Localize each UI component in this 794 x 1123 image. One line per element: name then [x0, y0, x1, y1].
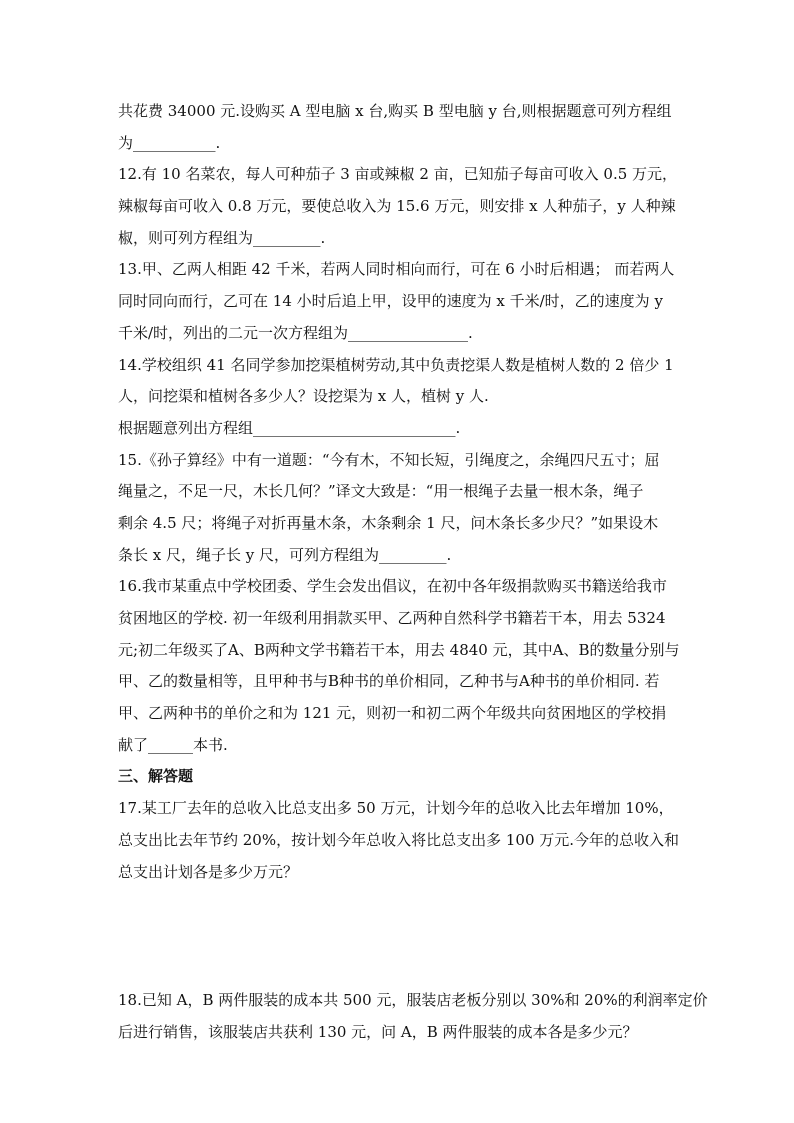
text-line: 共花费 34000 元.设购买 A 型电脑 x 台,购买 B 型电脑 y 台,则根据题意可列方程组 [118, 102, 672, 120]
text-line: 剩余 4.5 尺；将绳子对折再量木条，木条剩余 1 尺，问木条长多少尺？”如果设木 [118, 513, 659, 532]
text-line: 辣椒每亩可收入 0.8 万元，要使总收入为 15.6 万元，则安排 x 人种茄子，y 人种辣 [118, 197, 676, 216]
text-line: 14.学校组织 41 名同学参加挖渠植树劳动,其中负责挖渠人数是植树人数的 2 倍少 1 [118, 355, 674, 374]
text-line: 献了______本书. [118, 735, 228, 754]
text-line: 总支出比去年节约 20%，按计划今年总收入将比总支出多 100 万元.今年的总收入和 [118, 830, 680, 849]
text-line: 13.甲、乙两人相距 42 千米，若两人同时相向而行，可在 6 小时后相遇； 而若两人 [118, 260, 675, 279]
question-18 [118, 985, 708, 1048]
text-line: 17.某工厂去年的总收入比总支出多 50 万元，计划今年的总收入比去年增加 10%， [118, 799, 674, 818]
text-line: 甲、乙的数量相等，且甲种书与B种书的单价相同，乙种书与A种书的单价相同. 若 [118, 672, 660, 691]
section-heading: 三、解答题 [118, 767, 194, 786]
text-line: 人，问挖渠和植树各多少人？设挖渠为 x 人，植树 y 人. [118, 387, 489, 406]
answer-space [118, 888, 702, 985]
text-line: 为___________. [118, 133, 221, 152]
text-line: 甲、乙两种书的单价之和为 121 元，则初一和初二两个年级共向贫困地区的学校捐 [118, 704, 667, 723]
text-line: 元;初二年级买了A、B两种文学书籍若干本，用去 4840 元，其中A、B的数量分别与 [118, 640, 680, 659]
text-line: 15.《孙子算经》中有一道题：“今有木，不知长短，引绳度之，余绳四尺五寸；屈 [118, 450, 660, 469]
text-line: 条长 x 尺，绳子长 y 尺，可列方程组为_________. [118, 545, 452, 564]
text-line: 同时同向而行，乙可在 14 小时后追上甲，设甲的速度为 x 千米/时，乙的速度为 y [118, 292, 663, 311]
questions-block [118, 96, 702, 761]
text-line: 椒，则可列方程组为_________. [118, 228, 326, 247]
text-line: 贫困地区的学校. 初一年级利用捐款买甲、乙两种自然科学书籍若干本，用去 5324 [118, 609, 666, 627]
text-line: 12.有 10 名菜农，每人可种茄子 3 亩或辣椒 2 亩，已知茄子每亩可收入 0.5 万元， [118, 165, 678, 184]
text-line: 后进行销售，该服装店共获利 130 元，问 A，B 两件服装的成本各是多少元？ [118, 1022, 638, 1041]
text-line: 根据题意列出方程组___________________________. [118, 418, 461, 437]
text-line: 总支出计划各是多少万元？ [118, 862, 299, 881]
text-line: 千米/时，列出的二元一次方程组为________________. [118, 323, 473, 342]
document-page [118, 96, 708, 1049]
text-line: 绳量之，不足一尺，木长几何？”译文大致是：“用一根绳子去量一根木条，绳子 [118, 482, 644, 501]
text-line: 16.我市某重点中学校团委、学生会发出倡议，在初中各年级捐款购买书籍送给我市 [118, 577, 667, 596]
text-line: 18.已知 A，B 两件服装的成本共 500 元，服装店老板分别以 30%和 20%的利润率定价 [118, 991, 708, 1010]
question-17 [118, 793, 702, 888]
